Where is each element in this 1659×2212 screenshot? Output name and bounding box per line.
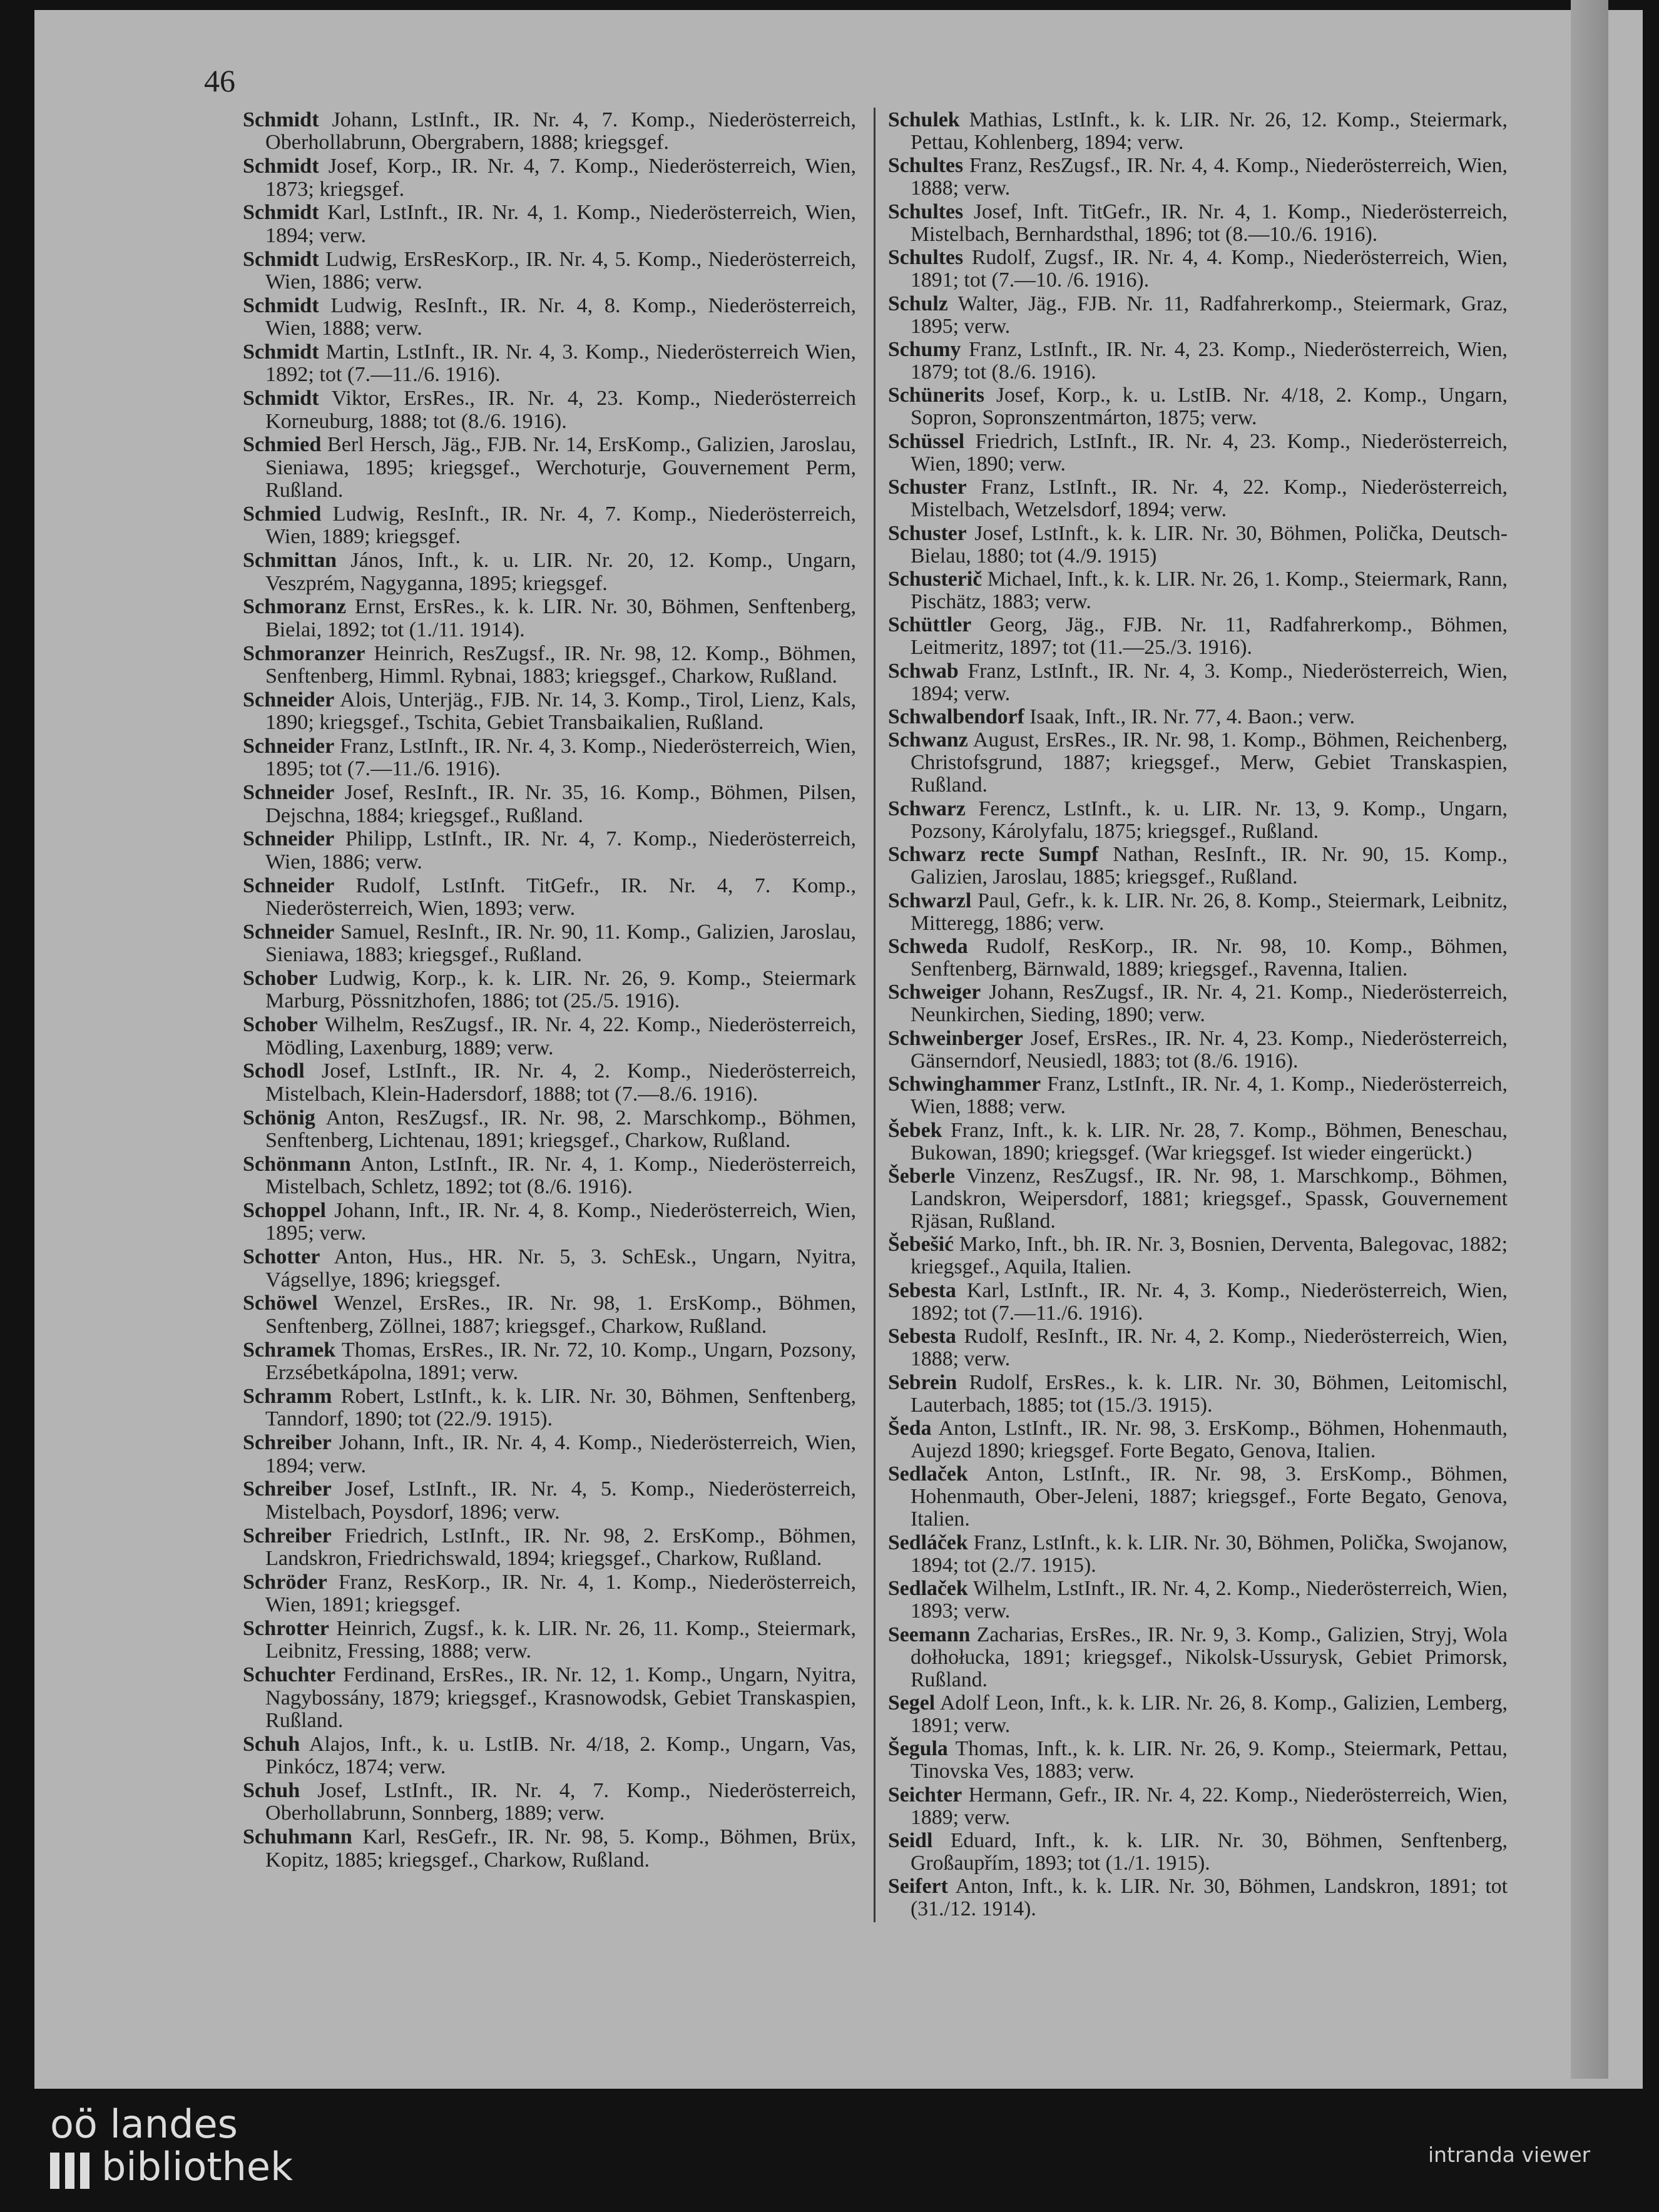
register-entry	[888, 1372, 1508, 1417]
entry-surname: Schneider	[243, 688, 335, 711]
entry-details: Heinrich, Zugsf., k. k. LIR. Nr. 26, 11. Komp., Steiermark, Leibnitz, Fressing, 1888; verw.	[265, 1616, 857, 1663]
entry-surname: Schramek	[243, 1338, 336, 1362]
register-entry	[243, 1571, 856, 1617]
entry-details: Rudolf, LstInft. TitGefr., IR. Nr. 4, 7. Komp., Niederösterreich, Wien, 1893; verw.	[265, 874, 857, 920]
entry-details: Marko, Inft., bh. IR. Nr. 3, Bosnien, Derventa, Balegovac, 1882; kriegsgef., Aquila, Italien.	[911, 1233, 1508, 1279]
entry-surname: Sebrein	[888, 1370, 957, 1394]
entry-surname: Schotter	[243, 1245, 320, 1269]
entry-surname: Schöwel	[243, 1292, 318, 1315]
entry-surname: Seidl	[888, 1829, 933, 1853]
register-entry	[888, 155, 1508, 200]
entry-surname: Schwarzl	[888, 889, 972, 912]
register-entry	[243, 1780, 856, 1825]
column-divider	[874, 108, 875, 1922]
entry-surname: Schröder	[243, 1570, 327, 1594]
entry-details: Ferencz, LstInft., k. u. LIR. Nr. 13, 9. Komp., Ungarn, Pozsony, Károlyfalu, 1875; kriegsgef., Rußland.	[911, 797, 1508, 843]
entry-surname: Schusterič	[888, 567, 983, 591]
register-entry	[243, 828, 856, 874]
entry-surname: Seichter	[888, 1783, 962, 1807]
entry-details: Josef, Korp., IR. Nr. 4, 7. Komp., Niederösterreich, Wien, 1873; kriegsgef.	[265, 155, 857, 201]
entry-surname: Schmoranzer	[243, 641, 365, 665]
register-entry	[888, 1119, 1508, 1165]
entry-surname: Schulz	[888, 292, 948, 315]
register-entry	[243, 248, 856, 294]
entry-details: Johann, Inft., IR. Nr. 4, 8. Komp., Niederösterreich, Wien, 1895; verw.	[265, 1199, 857, 1245]
register-entry	[888, 431, 1508, 476]
entry-details: Anton, ResZugsf., IR. Nr. 98, 2. Marschkomp., Böhmen, Senftenberg, Lichtenau, 1891; kriegsgef., Charkow, Rußland.	[265, 1106, 856, 1153]
entry-details: Robert, LstInft., k. k. LIR. Nr. 30, Böhmen, Senftenberg, Tanndorf, 1890; tot (22./9. 1915).	[265, 1384, 856, 1431]
library-logo-bars-icon	[50, 2153, 93, 2189]
entry-details: Anton, Hus., HR. Nr. 5, 3. SchEsk., Ungarn, Nyitra, Vágsellye, 1896; kriegsgef.	[265, 1245, 856, 1292]
entry-details: Rudolf, Zugsf., IR. Nr. 4, 4. Komp., Niederösterreich, Wien, 1891; tot (7.—10. /6. 1916).	[911, 246, 1508, 292]
entry-details: Franz, Inft., k. k. LIR. Nr. 28, 7. Komp., Böhmen, Beneschau, Bukowan, 1890; kriegsgef. (War kriegsgef. Ist wieder eingerückt.)	[911, 1118, 1508, 1165]
entry-surname: Schober	[243, 1013, 318, 1037]
entry-surname: Schmidt	[243, 108, 319, 131]
register-entry	[243, 782, 856, 827]
entry-surname: Schweda	[888, 935, 968, 959]
register-entry	[888, 1027, 1508, 1073]
entry-surname: Schmidt	[243, 155, 319, 178]
entry-details: Zacharias, ErsRes., IR. Nr. 9, 3. Komp., Galizien, Stryj, Wola dołhołucka, 1891; kriegsgef., Nikolsk-Ussurysk, Gebiet Primorsk, Rußland.	[911, 1623, 1508, 1691]
entry-surname: Šegula	[888, 1737, 948, 1761]
entry-surname: Schuchter	[243, 1663, 336, 1687]
entry-details: Karl, LstInft., IR. Nr. 4, 1. Komp., Niederösterreich, Wien, 1894; verw.	[265, 201, 856, 247]
entry-details: Johann, ResZugsf., IR. Nr. 4, 21. Komp., Niederösterreich, Neunkirchen, Sieding, 1890; verw.	[911, 981, 1508, 1027]
page-number: 46	[204, 63, 235, 98]
entry-surname: Sedlaček	[888, 1462, 968, 1486]
register-entry	[888, 247, 1508, 292]
register-entry	[243, 1478, 856, 1524]
register-entry	[888, 293, 1508, 338]
entry-details: Alajos, Inft., k. u. LstIB. Nr. 4/18, 2. Komp., Ungarn, Vas, Pinkócz, 1874; verw.	[265, 1732, 856, 1779]
entry-details: Ludwig, ErsResKorp., IR. Nr. 4, 5. Komp., Niederösterreich, Wien, 1886; verw.	[265, 247, 857, 294]
entry-surname: Seemann	[888, 1623, 971, 1646]
entry-surname: Schmidt	[243, 201, 319, 225]
entry-surname: Schreiber	[243, 1524, 332, 1547]
entry-surname: Sedláček	[888, 1531, 968, 1554]
register-entry	[243, 1200, 856, 1245]
entry-surname: Schneider	[243, 735, 335, 758]
entry-surname: Schwarz recte Sumpf	[888, 843, 1099, 867]
entry-details: Johann, LstInft., IR. Nr. 4, 7. Komp., Niederösterreich, Oberhollabrunn, Obergrabern, 1888; kriegsgef.	[265, 108, 856, 155]
register-entry	[888, 1165, 1508, 1233]
entry-surname: Schmidt	[243, 293, 319, 317]
register-entry	[888, 935, 1508, 981]
left-column	[243, 109, 856, 1872]
register-entry	[888, 384, 1508, 429]
entry-surname: Schneider	[243, 781, 335, 805]
register-entry	[888, 1325, 1508, 1370]
register-entry	[888, 1624, 1508, 1691]
register-entry	[243, 1014, 856, 1059]
entry-details: Isaak, Inft., IR. Nr. 77, 4. Baon.; verw.	[1029, 705, 1355, 729]
entry-surname: Schuh	[243, 1778, 300, 1802]
entry-surname: Schodl	[243, 1059, 305, 1083]
entry-details: Friedrich, LstInft., IR. Nr. 98, 2. ErsKomp., Böhmen, Landskron, Friedrichswald, 1894; kriegsgef., Charkow, Rußland.	[265, 1524, 856, 1570]
entry-details: János, Inft., k. u. LIR. Nr. 20, 12. Komp., Ungarn, Veszprém, Nagyganna, 1895; kriegsgef.	[265, 549, 857, 595]
register-entry	[888, 729, 1508, 797]
entry-details: Anton, Inft., k. k. LIR. Nr. 30, Böhmen, Landskron, 1891; tot (31./12. 1914).	[911, 1875, 1508, 1921]
entry-details: Franz, ResZugsf., IR. Nr. 4, 4. Komp., Niederösterreich, Wien, 1888; verw.	[911, 154, 1508, 200]
entry-surname: Schneider	[243, 920, 335, 944]
entry-details: Philipp, LstInft., IR. Nr. 4, 7. Komp., Niederösterreich, Wien, 1886; verw.	[265, 827, 856, 874]
entry-details: Josef, Inft. TitGefr., IR. Nr. 4, 1. Komp., Niederösterreich, Mistelbach, Bernhardsthal, 1896; tot (8.—10./6. 1916).	[911, 200, 1508, 246]
entry-surname: Schumy	[888, 337, 961, 361]
register-entry	[243, 155, 856, 201]
register-entry	[888, 1532, 1508, 1577]
entry-surname: Schwalbendorf	[888, 705, 1024, 729]
register-entry	[243, 643, 856, 688]
entry-surname: Sedlaček	[888, 1577, 968, 1601]
entry-details: Franz, LstInft., k. k. LIR. Nr. 30, Böhmen, Polička, Swojanow, 1894; tot (2./7. 1915).	[911, 1531, 1508, 1577]
entry-details: Franz, LstInft., IR. Nr. 4, 3. Komp., Niederösterreich, Wien, 1894; verw.	[911, 659, 1508, 705]
entry-surname: Schwinghammer	[888, 1073, 1041, 1096]
entry-surname: Schober	[243, 967, 318, 991]
entry-details: Franz, LstInft., IR. Nr. 4, 22. Komp., Niederösterreich, Mistelbach, Wetzelsdorf, 1894; verw.	[911, 476, 1508, 522]
entry-details: Josef, LstInft., k. k. LIR. Nr. 30, Böhmen, Polička, Deutsch-Bielau, 1880; tot (4./9. 1915)	[911, 521, 1508, 568]
register-entry	[888, 890, 1508, 935]
entry-surname: Schmidt	[243, 387, 319, 410]
register-entry	[243, 1060, 856, 1106]
register-entry	[243, 596, 856, 641]
register-entry	[888, 614, 1508, 659]
entry-surname: Schuster	[888, 521, 967, 545]
register-entry	[243, 1292, 856, 1338]
register-entry	[888, 339, 1508, 384]
register-entry	[243, 1107, 856, 1153]
register-entry	[243, 387, 856, 433]
entry-details: Nathan, ResInft., IR. Nr. 90, 15. Komp., Galizien, Jaroslau, 1885; kriegsgef., Rußland.	[911, 843, 1508, 889]
entry-details: Ludwig, ResInft., IR. Nr. 4, 7. Komp., Niederösterreich, Wien, 1889; kriegsgef.	[265, 502, 856, 549]
entry-details: Ludwig, ResInft., IR. Nr. 4, 8. Komp., Niederösterreich, Wien, 1888; verw.	[265, 293, 856, 340]
register-entry	[243, 1246, 856, 1292]
register-entry	[243, 109, 856, 155]
register-entry	[888, 1073, 1508, 1118]
register-entry	[243, 1432, 856, 1477]
register-entry	[888, 522, 1508, 568]
entry-surname: Schuhmann	[243, 1825, 352, 1849]
entry-surname: Segel	[888, 1691, 936, 1715]
entry-details: Hermann, Gefr., IR. Nr. 4, 22. Komp., Niederösterreich, Wien, 1889; verw.	[911, 1783, 1508, 1829]
register-entry	[888, 844, 1508, 889]
page-spine-shadow	[1571, 0, 1608, 2079]
entry-details: Georg, Jäg., FJB. Nr. 11, Radfahrerkomp., Böhmen, Leitmeritz, 1897; tot (11.—25./3. 1916).	[911, 613, 1508, 660]
entry-details: Viktor, ErsRes., IR. Nr. 4, 23. Komp., Niederösterreich Korneuburg, 1888; tot (8./6. 1916).	[265, 387, 856, 433]
register-entry	[243, 1618, 856, 1663]
entry-surname: Schramm	[243, 1384, 332, 1408]
entry-surname: Schultes	[888, 154, 964, 178]
entry-details: Wilhelm, ResZugsf., IR. Nr. 4, 22. Komp., Niederösterreich, Mödling, Laxenburg, 1889; verw.	[265, 1013, 856, 1059]
register-entry	[243, 1339, 856, 1385]
register-entry	[888, 1577, 1508, 1623]
entry-surname: Schünerits	[888, 384, 984, 407]
right-column	[888, 109, 1508, 1922]
entry-details: Karl, LstInft., IR. Nr. 4, 3. Komp., Niederösterreich, Wien, 1892; tot (7.—11./6. 1916).	[911, 1278, 1508, 1325]
entry-details: Franz, LstInft., IR. Nr. 4, 3. Komp., Niederösterreich, Wien, 1895; tot (7.—11./6. 1916).	[265, 735, 856, 781]
entry-details: Rudolf, ResInft., IR. Nr. 4, 2. Komp., Niederösterreich, Wien, 1888; verw.	[911, 1325, 1508, 1371]
entry-surname: Schweinberger	[888, 1026, 1023, 1050]
register-entry	[888, 1784, 1508, 1829]
entry-surname: Schweiger	[888, 981, 981, 1004]
register-entry	[243, 434, 856, 502]
entry-surname: Schönig	[243, 1106, 315, 1129]
entry-details: Adolf Leon, Inft., k. k. LIR. Nr. 26, 8. Komp., Galizien, Lemberg, 1891; verw.	[911, 1691, 1508, 1737]
register-entry	[243, 201, 856, 247]
entry-surname: Šeda	[888, 1416, 932, 1440]
entry-details: Samuel, ResInft., IR. Nr. 90, 11. Komp., Galizien, Jaroslau, Sieniawa, 1883; kriegsgef., Rußland.	[265, 920, 857, 967]
entry-surname: Sebesta	[888, 1278, 956, 1302]
register-entry	[888, 706, 1508, 728]
register-entry	[888, 1233, 1508, 1278]
entry-details: Anton, LstInft., IR. Nr. 98, 3. ErsKomp., Böhmen, Hohenmauth, Aujezd 1890; kriegsgef. Forte Begato, Genova, Italien.	[911, 1416, 1508, 1462]
entry-surname: Schoppel	[243, 1199, 326, 1223]
entry-details: Vinzenz, ResZugsf., IR. Nr. 98, 1. Marschkomp., Böhmen, Landskron, Weipersdorf, 1881; kriegsgef., Spassk, Gouvernement Rjäsan, Rußland.	[911, 1164, 1508, 1233]
register-entry	[888, 1417, 1508, 1462]
viewer-label[interactable]: intranda viewer	[1428, 2143, 1591, 2167]
register-entry	[243, 689, 856, 735]
register-entry	[888, 981, 1508, 1026]
entry-details: Heinrich, ResZugsf., IR. Nr. 98, 12. Komp., Böhmen, Senftenberg, Himml. Rybnai, 1883; kriegsgef., Charkow, Rußland.	[265, 641, 856, 688]
entry-details: Josef, ResInft., IR. Nr. 35, 16. Komp., Böhmen, Pilsen, Dejschna, 1884; kriegsgef., Rußland.	[265, 781, 856, 827]
entry-details: Ferdinand, ErsRes., IR. Nr. 12, 1. Komp., Ungarn, Nyitra, Nagybossány, 1879; kriegsgef., Krasnowodsk, Gebiet Transkaspien, Rußland.	[265, 1663, 857, 1732]
entry-details: Paul, Gefr., k. k. LIR. Nr. 26, 8. Komp., Steiermark, Leibnitz, Mitteregg, 1886; verw.	[911, 889, 1508, 935]
register-entry	[888, 798, 1508, 843]
entry-details: Johann, Inft., IR. Nr. 4, 4. Komp., Niederösterreich, Wien, 1894; verw.	[265, 1431, 856, 1477]
entry-surname: Schmidt	[243, 340, 319, 364]
entry-details: Karl, ResGefr., IR. Nr. 98, 5. Komp., Böhmen, Brüx, Kopitz, 1885; kriegsgef., Charkow, Rußland.	[265, 1825, 857, 1872]
register-entry	[243, 503, 856, 549]
entry-details: Franz, LstInft., IR. Nr. 4, 23. Komp., Niederösterreich, Wien, 1879; tot (8./6. 1916).	[911, 337, 1508, 384]
register-entry	[888, 660, 1508, 705]
register-entry	[888, 1875, 1508, 1920]
register-entry	[888, 109, 1508, 154]
entry-surname: Schulek	[888, 108, 960, 131]
entry-details: Mathias, LstInft., k. k. LIR. Nr. 26, 12. Komp., Steiermark, Pettau, Kohlenberg, 1894; verw.	[911, 108, 1508, 154]
entry-surname: Schreiber	[243, 1431, 332, 1455]
entry-details: Wenzel, ErsRes., IR. Nr. 98, 1. ErsKomp., Böhmen, Senftenberg, Zöllnei, 1887; kriegsgef., Charkow, Rußland.	[265, 1292, 856, 1338]
entry-surname: Seifert	[888, 1875, 948, 1899]
entry-details: Anton, LstInft., IR. Nr. 98, 3. ErsKomp., Böhmen, Hohenmauth, Ober-Jeleni, 1887; kriegsgef., Forte Begato, Genova, Italien.	[911, 1462, 1508, 1531]
entry-surname: Schneider	[243, 874, 335, 897]
register-entry	[243, 1826, 856, 1872]
entry-details: Wilhelm, LstInft., IR. Nr. 4, 2. Komp., Niederösterreich, Wien, 1893; verw.	[911, 1577, 1508, 1623]
register-entry	[888, 568, 1508, 613]
library-logo-line2: bibliothek	[101, 2144, 293, 2189]
entry-surname: Schneider	[243, 827, 335, 851]
register-entry	[243, 1153, 856, 1199]
register-entry	[243, 295, 856, 340]
entry-surname: Schwab	[888, 659, 959, 683]
entry-details: Alois, Unterjäg., FJB. Nr. 14, 3. Komp., Tirol, Lienz, Kals, 1890; kriegsgef., Tschita, Gebiet Transbaikalien, Rußland.	[265, 688, 856, 735]
entry-surname: Schwarz	[888, 797, 966, 820]
entry-details: Thomas, ErsRes., IR. Nr. 72, 10. Komp., Ungarn, Pozsony, Erzsébetkápolna, 1891; verw.	[265, 1338, 857, 1385]
entry-surname: Schultes	[888, 246, 964, 270]
register-entry	[888, 1738, 1508, 1783]
entry-details: Martin, LstInft., IR. Nr. 4, 3. Komp., Niederösterreich Wien, 1892; tot (7.—11./6. 1916).	[265, 340, 856, 387]
entry-details: Berl Hersch, Jäg., FJB. Nr. 14, ErsKomp., Galizien, Jaroslau, Sieniawa, 1895; kriegsgef., Werchoturje, Gouvernement Perm, Rußland.	[265, 433, 857, 502]
register-entry	[888, 1463, 1508, 1531]
entry-surname: Schönmann	[243, 1152, 351, 1176]
entry-details: Thomas, Inft., k. k. LIR. Nr. 26, 9. Komp., Steiermark, Pettau, Tinovska Ves, 1883; verw.	[911, 1737, 1508, 1783]
register-entry	[243, 1664, 856, 1732]
entry-surname: Sebesta	[888, 1325, 956, 1348]
entry-details: Josef, LstInft., IR. Nr. 4, 2. Komp., Niederösterreich, Mistelbach, Klein-Hadersdorf, 1888; tot (7.—8./6. 1916).	[265, 1059, 856, 1106]
entry-surname: Šebešić	[888, 1233, 954, 1256]
entry-details: Rudolf, ResKorp., IR. Nr. 98, 10. Komp., Böhmen, Senftenberg, Bärnwald, 1889; kriegsgef., Ravenna, Italien.	[911, 935, 1508, 981]
entry-details: Josef, LstInft., IR. Nr. 4, 5. Komp., Niederösterreich, Mistelbach, Poysdorf, 1896; verw.	[265, 1477, 856, 1524]
entry-surname: Schultes	[888, 200, 964, 223]
entry-surname: Schüssel	[888, 429, 965, 453]
entry-details: Michael, Inft., k. k. LIR. Nr. 26, 1. Komp., Steiermark, Rann, Pischätz, 1883; verw.	[911, 567, 1508, 613]
entry-surname: Schrotter	[243, 1616, 329, 1640]
entry-details: Walter, Jäg., FJB. Nr. 11, Radfahrerkomp., Steiermark, Graz, 1895; verw.	[911, 292, 1508, 338]
register-entry	[888, 476, 1508, 521]
register-entry	[243, 1733, 856, 1779]
entry-details: Anton, LstInft., IR. Nr. 4, 1. Komp., Niederösterreich, Mistelbach, Schletz, 1892; tot (8./6. 1916).	[265, 1152, 856, 1199]
entry-details: Franz, ResKorp., IR. Nr. 4, 1. Komp., Niederösterreich, Wien, 1891; kriegsgef.	[265, 1570, 856, 1617]
register-entry	[243, 875, 856, 920]
entry-details: Ernst, ErsRes., k. k. LIR. Nr. 30, Böhmen, Senftenberg, Bielai, 1892; tot (1./11. 1914).	[265, 595, 857, 641]
entry-surname: Schmidt	[243, 247, 319, 271]
entry-details: Friedrich, LstInft., IR. Nr. 4, 23. Komp., Niederösterreich, Wien, 1890; verw.	[911, 429, 1508, 476]
register-entry	[243, 967, 856, 1013]
register-entry	[888, 1692, 1508, 1737]
entry-surname: Schüttler	[888, 613, 972, 637]
register-entry	[243, 341, 856, 387]
entry-details: August, ErsRes., IR. Nr. 98, 1. Komp., Böhmen, Reichenberg, Christofsgrund, 1887; kriegsgef., Merw, Gebiet Transkaspien, Rußland.	[911, 728, 1508, 797]
entry-surname: Šebek	[888, 1118, 942, 1142]
entry-surname: Schuh	[243, 1732, 300, 1756]
library-logo-line1: oö landes	[50, 2101, 238, 2147]
entry-details: Franz, LstInft., IR. Nr. 4, 1. Komp., Niederösterreich, Wien, 1888; verw.	[911, 1073, 1508, 1119]
entry-surname: Schuster	[888, 476, 967, 499]
entry-details: Josef, Korp., k. u. LstIB. Nr. 4/18, 2. Komp., Ungarn, Sopron, Sopronszentmárton, 1875; verw.	[911, 384, 1508, 430]
register-entry	[888, 201, 1508, 246]
entry-surname: Schreiber	[243, 1477, 332, 1501]
entry-surname: Schmoranz	[243, 595, 347, 619]
register-entry	[888, 1280, 1508, 1325]
entry-details: Eduard, Inft., k. k. LIR. Nr. 30, Böhmen, Senftenberg, Großaupřím, 1893; tot (1./1. 1915).	[911, 1829, 1508, 1875]
entry-details: Josef, LstInft., IR. Nr. 4, 7. Komp., Niederösterreich, Oberhollabrunn, Sonnberg, 1889; verw.	[265, 1778, 857, 1825]
entry-details: Rudolf, ErsRes., k. k. LIR. Nr. 30, Böhmen, Leitomischl, Lauterbach, 1885; tot (15./3. 1915).	[911, 1370, 1508, 1417]
entry-details: Ludwig, Korp., k. k. LIR. Nr. 26, 9. Komp., Steiermark Marburg, Pössnitzhofen, 1886; tot (25./5. 1916).	[265, 967, 856, 1013]
register-entry	[243, 1385, 856, 1431]
entry-surname: Schmittan	[243, 549, 337, 573]
register-entry	[888, 1830, 1508, 1875]
entry-surname: Schwanz	[888, 728, 968, 752]
register-entry	[243, 1525, 856, 1571]
entry-surname: Šeberle	[888, 1164, 955, 1188]
register-entry	[243, 921, 856, 967]
entry-details: Josef, ErsRes., IR. Nr. 4, 23. Komp., Niederösterreich, Gänserndorf, Neusiedl, 1883; tot (8./6. 1916).	[911, 1026, 1508, 1073]
entry-surname: Schmied	[243, 433, 322, 457]
entry-surname: Schmied	[243, 502, 322, 526]
register-entry	[243, 735, 856, 781]
register-entry	[243, 549, 856, 595]
